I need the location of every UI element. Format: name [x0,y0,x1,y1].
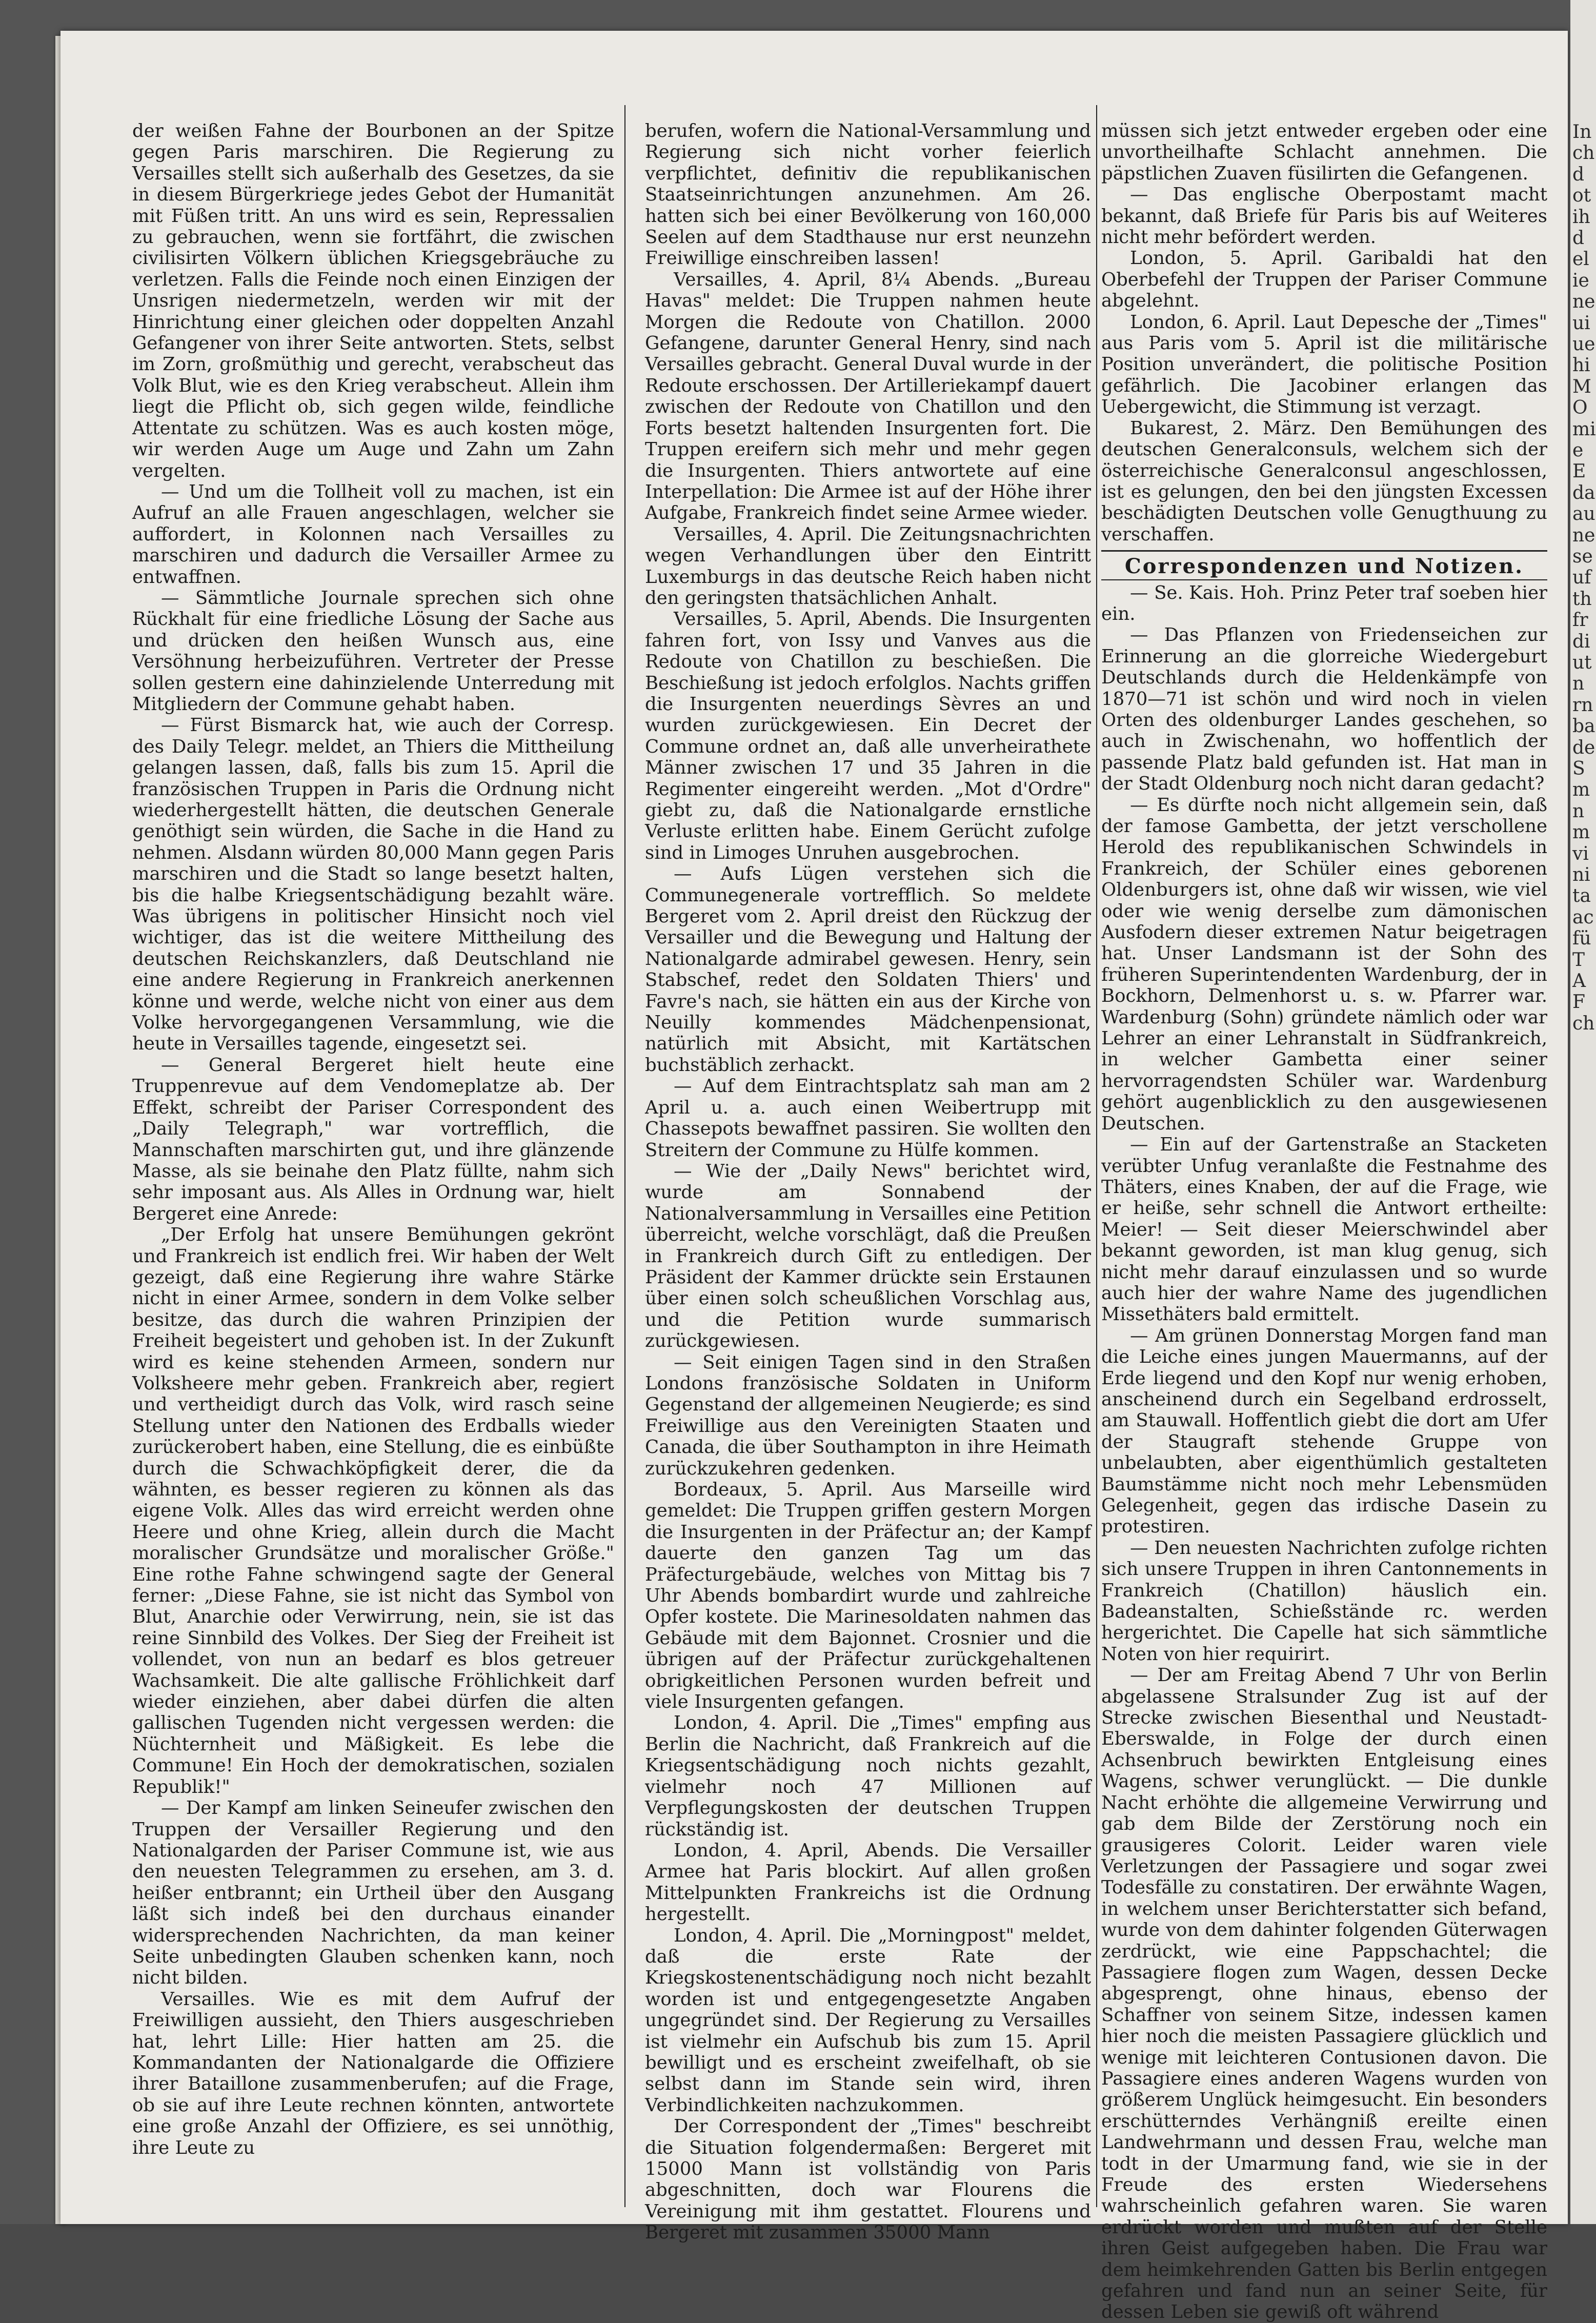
column-divider-2 [1096,105,1097,2207]
edge-fragment: de [1572,737,1595,758]
paragraph: müssen sich jetzt entweder ergeben oder eine unvortheilhafte Schlacht annehmen. Die päpstlichen Zuaven füsilirten die Gefangenen. [1101,120,1547,184]
edge-fragment: S [1572,758,1585,779]
edge-fragment: ih [1572,206,1590,228]
column-3-news [1101,120,1547,545]
edge-fragment: n [1572,800,1585,822]
paragraph: — Wie der „Daily News" berichtet wird, wurde am Sonnabend der Nationalversammlung in Versailles eine Petition überreicht, welche vorschlägt, daß die Preußen in Frankreich durch Gift zu entledigen. Der Präsident der Kammer drückte sein Erstaunen über einen solch scheußlichen Vorschlag aus, und die Petition wurde summarisch zurückgewiesen. [645,1160,1091,1352]
paragraph: — Der am Freitag Abend 7 Uhr von Berlin abgelassene Stralsunder Zug ist auf der Strecke zwischen Biesenthal und Neustadt-Eberswalde, in Folge der durch einen Achsenbruch bewirkten Entgleisung eines Wagens, schwer verunglückt. — Die dunkle Nacht erhöhte die allgemeine Verwirrung und gab dem Bilde der Zerstörung noch ein grausigeres Colorit. Leider waren viele Verletzungen der Passagiere und sogar zwei Todesfälle zu constatiren. Der erwähnte Wagen, in welchem unser Berichterstatter sich befand, wurde von dem dahinter folgenden Güterwagen zerdrückt, wie eine Pappschachtel; die Passagiere flogen zum Wagen, dessen Decke abgesprengt, ohne hinaus, ebenso der Schaffner von seinem Sitze, indessen kamen hier noch die meisten Passagiere glücklich und wenige mit leichteren Contusionen davon. Die Passagiere eines anderen Wagens wurden von größerem Unglück heimgesucht. Ein besonders erschütterndes Verhängniß ereilte einen Landwehrmann und dessen Frau, welche man todt in der Umarmung fand, wie sie in der Freude des ersten Wiedersehens wahrscheinlich gefahren waren. Sie waren erdrückt worden und mußten auf der Stelle ihren Geist aufgegeben haben. Die Frau war dem heimkehrenden Gatten bis Berlin entgegen gefahren und fand nun an seiner Seite, für dessen Leben sie gewiß oft während [1101,1665,1547,2323]
edge-fragment: T [1572,949,1585,971]
edge-fragment: n [1572,673,1585,695]
paragraph: Bordeaux, 5. April. Aus Marseille wird gemeldet: Die Truppen griffen gestern Morgen die Insurgenten in der Präfectur an; der Kampf dauerte den ganzen Tag um das Präfecturgebäude, welches von Mittag bis 7 Uhr Abends bombardirt wurde und zahlreiche Opfer kostete. Die Marinesoldaten nahmen das Gebäude mit dem Bajonnet. Crosnier und die übrigen auf der Präfectur zurückgehaltenen obrigkeitlichen Personen wurden befreit und viele Insurgenten gefangen. [645,1479,1091,1713]
paragraph: — Se. Kais. Hoh. Prinz Peter traf soeben hier ein. [1101,582,1547,624]
edge-fragment: fü [1572,928,1591,950]
paragraph: — Seit einigen Tagen sind in den Straßen Londons französische Soldaten in Uniform Gegenstand der allgemeinen Neugierde; es sind Freiwillige aus den Vereinigten Staaten und Canada, die über Southampton in ihre Heimath zurückzukehren gedenken. [645,1351,1091,1479]
edge-fragment: m [1572,822,1590,843]
paragraph: Versailles, 5. April, Abends. Die Insurgenten fahren fort, von Issy und Vanves aus die Redoute von Chatillon zu beschießen. Die Beschießung ist jedoch erfolglos. Nachts griffen die Insurgenten neuerdings Sèvres an und wurden zurückgewiesen. Ein Decret der Commune ordnet an, daß alle unverheirathete Männer zwischen 17 und 35 Jahren in die Regimenter eingereiht werden. „Mot d'Ordre" giebt zu, daß die Nationalgarde ernstliche Verluste erlitten habe. Einem Gerücht zufolge sind in Limoges Unruhen ausgebrochen. [645,609,1091,863]
edge-fragment: mi [1572,418,1596,440]
column-divider-1 [624,105,625,2207]
edge-fragment: M [1572,376,1591,397]
paragraph: London, 6. April. Laut Depesche der „Times" aus Paris vom 5. April ist die militärische Position unverändert, die politische Position gefährlich. Die Jacobiner erlangen das Uebergewicht, die Stimmung ist verzagt. [1101,311,1547,418]
edge-fragment: ch [1572,1013,1595,1034]
edge-fragment: O [1572,397,1588,419]
edge-fragment: e [1572,440,1584,461]
edge-fragment: ac [1572,906,1594,928]
paragraph: London, 4. April. Die „Morningpost" meldet, daß die erste Rate der Kriegskostenentschädigung noch nicht bezahlt worden ist und entgegengesetzte Angaben ungegründet sind. Der Regierung zu Versailles ist vielmehr ein Aufschub bis zum 15. April bewilligt und es erscheint zweifelhaft, ob sie selbst dann im Stande sein wird, ihren Verbindlichkeiten nachzukommen. [645,1925,1091,2116]
edge-fragment: vi [1572,843,1589,864]
paragraph: Versailles, 4. April, 8¼ Abends. „Bureau Havas" meldet: Die Truppen nahmen heute Morgen die Redoute von Chatillon. 2000 Gefangene, darunter General Henry, sind nach Versailles gebracht. General Duval wurde in der Redoute erschossen. Der Artilleriekampf dauert zwischen der Redoute von Chatillon und den Forts besetzt haltenden Insurgenten fort. Die Truppen ereifern sich mehr und mehr gegen die Insurgenten. Thiers antwortete auf eine Interpellation: Die Armee ist auf der Höhe ihrer Aufgabe, Frankreich findet seine Armee wieder. [645,269,1091,524]
edge-fragment: d [1572,164,1585,185]
paragraph: — Auf dem Eintrachtsplatz sah man am 2 April u. a. auch einen Weibertrupp mit Chassepots bewaffnet passiren. Sie wollten den Streitern der Commune zu Hülfe kommen. [645,1076,1091,1161]
edge-fragment: ba [1572,716,1595,737]
paragraph: — Aufs Lügen verstehen sich die Communegenerale vortrefflich. So meldete Bergeret vom 2. April dreist den Rückzug der Versailler und die Bewegung und Haltung der Nationalgarde admirabel gewesen. Henry, sein Stabschef, redet den Soldaten Thiers' und Favre's nach, sie hätten ein aus der Kirche von Neuilly kommendes Mädchenpensionat, natürlich mit Absicht, mit Kartätschen buchstäblich zerhackt. [645,863,1091,1076]
section-title: Correspondenzen und Notizen. [1124,554,1524,579]
paragraph: London, 4. April, Abends. Die Versailler Armee hat Paris blockirt. Auf allen großen Mittelpunkten Frankreichs ist die Ordnung hergestellt. [645,1840,1091,1925]
paragraph: der weißen Fahne der Bourbonen an der Spitze gegen Paris marschiren. Die Regierung zu Versailles stellt sich außerhalb des Gesetzes, da sie in diesem Bürgerkriege jedes Gebot der Humanität mit Füßen tritt. An uns wird es sein, Repressalien zu gebrauchen, wenn sie fortfährt, die zwischen civilisirten Völkern üblichen Kriegsgebräuche zu verletzen. Falls die Feinde noch einen Einzigen der Unsrigen niedermetzeln, werden wir mit der Hinrichtung einer gleichen oder doppelten Anzahl Gefangener von ihrer Seite antworten. Stets, selbst im Zorn, großmüthig und gerecht, verabscheut das Volk Blut, wie es den Krieg verabscheut. Allein ihm liegt die Pflicht ob, sich gegen wilde, feindliche Attentate zu schützen. Was es auch kosten möge, wir werden Auge um Auge und Zahn um Zahn vergelten. [132,120,614,481]
paragraph: London, 5. April. Garibaldi hat den Oberbefehl der Truppen der Pariser Commune abgelehnt. [1101,248,1547,312]
edge-fragment: ie [1572,270,1589,291]
edge-fragment: el [1572,249,1589,270]
edge-fragment: rn [1572,694,1593,716]
edge-fragment: E [1572,461,1586,482]
paragraph: — Der Kampf am linken Seineufer zwischen den Truppen der Versailler Regierung und den Nationalgarden der Pariser Commune ist, wie aus den neuesten Telegrammen zu ersehen, am 3. d. heißer entbrannt; ein Urtheil über den Ausgang läßt sich indeß bei den durchaus einander widersprechenden Nachrichten, da man keiner Seite unbedingten Glauben schenken kann, noch nicht bilden. [132,1797,614,1989]
paragraph: Bukarest, 2. März. Den Bemühungen des deutschen Generalconsuls, welchem sich der österreichische Generalconsul angeschlossen, ist es gelungen, den bei den jüngsten Excessen beschädigten Deutschen volle Genugthuung zu verschaffen. [1101,417,1547,545]
paragraph: — Ein auf der Gartenstraße an Stacketen verübter Unfug veranlaßte die Festnahme des Thäters, eines Knaben, der auf die Frage, wie er heiße, sehr schnell die Antwort ertheilte: Meier! — Seit dieser Meierschwindel aber bekannt geworden, ist man klug genug, sich nicht mehr darauf einzulassen und so wurde auch hier der wahre Name des jugendlichen Missethäters bald ermittelt. [1101,1134,1547,1325]
section-rule-bottom [1101,579,1547,580]
edge-fragment: In [1572,122,1592,143]
paragraph: Der Correspondent der „Times" beschreibt die Situation folgendermaßen: Bergeret mit 15000 Mann ist vollständig von Paris abgeschnitten, doch war Flourens die Vereinigung mit ihm gestattet. Flourens und Bergeret mit zusammen 35000 Mann [645,2116,1091,2244]
edge-fragment: ue [1572,334,1595,355]
edge-fragment: ch [1572,143,1595,164]
edge-fragment: uf [1572,567,1591,589]
paragraph: „Der Erfolg hat unsere Bemühungen gekrönt und Frankreich ist endlich frei. Wir haben der Welt gezeigt, daß eine Regierung ihre wahre Stärke nicht in einer Armee, sondern in dem Volke selber besitze, das durch die wahren Prinzipien der Freiheit begeistert und gehoben ist. In der Zukunft wird es keine stehenden Armeen, sondern nur Volksheere mehr geben. Frankreich aber, regiert und vertheidigt durch das Volk, wird rasch seine Stellung unter den Nationen des Erdballs wieder zurückerobert haben, eine Stellung, die es einbüßte durch die Schwachköpfigkeit derer, die da wähnten, es besser regieren zu können als das eigene Volk. Alles das wird erreicht werden ohne Heere und ohne Krieg, allein durch die Macht moralischer Grundsätze und moralischer Größe." Eine rothe Fahne schwingend sagte der General ferner: „Diese Fahne, sie ist nicht das Symbol von Blut, Anarchie oder Verwirrung, nein, sie ist das reine Sinnbild des Volkes. Der Sieg der Freiheit ist vollendet, von nun an bedarf es blos getreuer Wachsamkeit. Die alte gallische Fröhlichkeit darf wieder einziehen, aber dabei dürfen die alten gallischen Tugenden nicht vergessen werden: die Nüchternheit und Mäßigkeit. Es lebe die Commune! Ein Hoch der demokratischen, sozialen Republik!" [132,1224,614,1797]
paragraph: — Das englische Oberpostamt macht bekannt, daß Briefe für Paris bis auf Weiteres nicht mehr befördert werden. [1101,184,1547,248]
adjacent-page-strip [1570,0,1596,2224]
edge-fragment: se [1572,546,1593,567]
column-2 [645,120,1091,2244]
edge-fragment: di [1572,631,1590,652]
paragraph: — Sämmtliche Journale sprechen sich ohne Rückhalt für eine friedliche Lösung der Sache aus und drücken den heißen Wunsch aus, eine Versöhnung herbeizuführen. Vertreter der Presse sollen gestern eine dahinzielende Unterredung mit Mitgliedern der Commune gehabt haben. [132,587,614,715]
paragraph: Versailles, 4. April. Die Zeitungsnachrichten wegen Verhandlungen über den Eintritt Luxemburgs in das deutsche Reich haben nicht den geringsten thatsächlichen Anhalt. [645,523,1091,609]
edge-fragment: ot [1572,185,1591,207]
paragraph: — Am grünen Donnerstag Morgen fand man die Leiche eines jungen Mauermanns, auf der Erde liegend und den Kopf nur wenig erhoben, anscheinend durch ein Segelband erdrosselt, am Stauwall. Hoffentlich giebt die dort am Ufer der Staugraft stehende Gruppe von unbelaubten, aber eigenthümlich gestalteten Baumstämme nicht noch mehr Lebensmüden Gelegenheit, gegen das irdische Dasein zu protestiren. [1101,1325,1547,1538]
paragraph: berufen, wofern die National-Versammlung und Regierung sich nicht vorher feierlich verpflichtet, definitiv die republikanischen Staatseinrichtungen anzunehmen. Am 26. hatten sich bei einer Bevölkerung von 160,000 Seelen auf dem Stadthause nur erst neunzehn Freiwillige einschreiben lassen! [645,120,1091,269]
edge-fragment: hi [1572,355,1590,376]
column-3 [1101,120,1547,2323]
paragraph: London, 4. April. Die „Times" empfing aus Berlin die Nachricht, daß Frankreich auf die Kriegsentschädigung noch nichts gezahlt, vielmehr noch 47 Millionen auf Verpflegungskosten der deutschen Truppen rückständig ist. [645,1712,1091,1840]
edge-fragment: ne [1572,291,1595,313]
edge-fragment: F [1572,992,1585,1013]
edge-fragment: ui [1572,312,1590,334]
paragraph: Versailles. Wie es mit dem Aufruf der Freiwilligen aussieht, den Thiers ausgeschrieben hat, lehrt Lille: Hier hatten am 25. die Kommandanten der Nationalgarde die Offiziere ihrer Bataillone zusammenberufen; auf die Frage, ob sie auf ihre Leute rechnen könnten, antwortete eine große Anzahl der Offiziere, es sei unnöthig, ihre Leute zu [132,1988,614,2158]
edge-fragment: ni [1572,864,1590,885]
edge-fragment: d [1572,228,1585,249]
paragraph: — Fürst Bismarck hat, wie auch der Corresp. des Daily Telegr. meldet, an Thiers die Mittheilung gelangen lassen, daß, falls bis zum 15. April die französischen Truppen in Paris die Ordnung nicht wiederhergestellt hätten, die deutschen Generale genöthigt sein würden, die Sache in die Hand zu nehmen. Alsdann würden 80,000 Mann gegen Paris marschiren und die Stadt so lange besetzt halten, bis die halbe Kriegsentschädigung bezahlt wäre. Was übrigens in politischer Hinsicht noch viel wichtiger, das ist die weitere Mittheilung des deutschen Reichskanzlers, daß Deutschland nie eine andere Regierung in Frankreich anerkennen könne und werde, welche nicht von einer aus dem Volke hervorgegangenen Versammlung, wie die heute in Versailles tagende, eingesetzt sei. [132,715,614,1055]
edge-fragment: m [1572,779,1590,801]
column-1 [132,120,614,2158]
edge-fragment: ta [1572,885,1591,907]
edge-fragment: fr [1572,610,1588,631]
edge-fragment: ne [1572,524,1595,546]
section-rule-top [1101,550,1547,552]
column-3-notices [1101,582,1547,2323]
edge-fragment: ut [1572,652,1592,673]
paragraph: — Den neuesten Nachrichten zufolge richten sich unsere Truppen in ihren Cantonnements in Frankreich (Chatillon) häuslich ein. Badeanstalten, Schießstände rc. werden hergerichtet. Die Capelle hat sich sämmtliche Noten von hier requirirt. [1101,1537,1547,1665]
edge-fragment: th [1572,588,1592,610]
paragraph: — Und um die Tollheit voll zu machen, ist ein Aufruf an alle Frauen angeschlagen, welcher sie auffordert, in Kolonnen nach Versailles zu marschiren und dadurch die Versailler Armee zu entwaffnen. [132,481,614,588]
paragraph: — General Bergeret hielt heute eine Truppenrevue auf dem Vendomeplatze ab. Der Effekt, schreibt der Pariser Correspondent des „Daily Telegraph," war vortrefflich, die Mannschaften marschirten gut, und ihre glänzende Masse, als sie beinahe den Platz füllte, nahm sich sehr imposant aus. Als Alles in Ordnung war, hielt Bergeret eine Anrede: [132,1054,614,1224]
edge-fragment: A [1572,971,1586,992]
edge-fragment: au [1572,503,1595,525]
paragraph: — Es dürfte noch nicht allgemein sein, daß der famose Gambetta, der jetzt verschollene Herold des republikanischen Schwindels in Frankreich, der Schüler eines geborenen Oldenburgers ist, ohne daß wir wissen, wie viel oder wie wenig derselbe zum dämonischen Ausfodern dieser extremen Natur beigetragen hat. Unser Landsmann ist der Sohn des früheren Superintendenten Wardenburg, der in Bockhorn, Delmenhorst u. s. w. Pfarrer war. Wardenburg (Sohn) gründete nämlich oder war Lehrer an einer Lehranstalt in Südfrankreich, in welcher Gambetta einer seiner hervorragendsten Schüler war. Wardenburg gehört augenblicklich zu den ausgewiesenen Deutschen. [1101,794,1547,1134]
paragraph: — Das Pflanzen von Friedenseichen zur Erinnerung an die glorreiche Wiedergeburt Deutschlands durch die Heldenkämpfe von 1870—71 ist schön und wird noch in vielen Orten des oldenburger Landes geschehen, so auch in Zwischenahn, wo hoffentlich der passende Platz bald gefunden ist. Hat man in der Stadt Oldenburg noch nicht daran gedacht? [1101,624,1547,795]
edge-fragment: da [1572,482,1595,503]
